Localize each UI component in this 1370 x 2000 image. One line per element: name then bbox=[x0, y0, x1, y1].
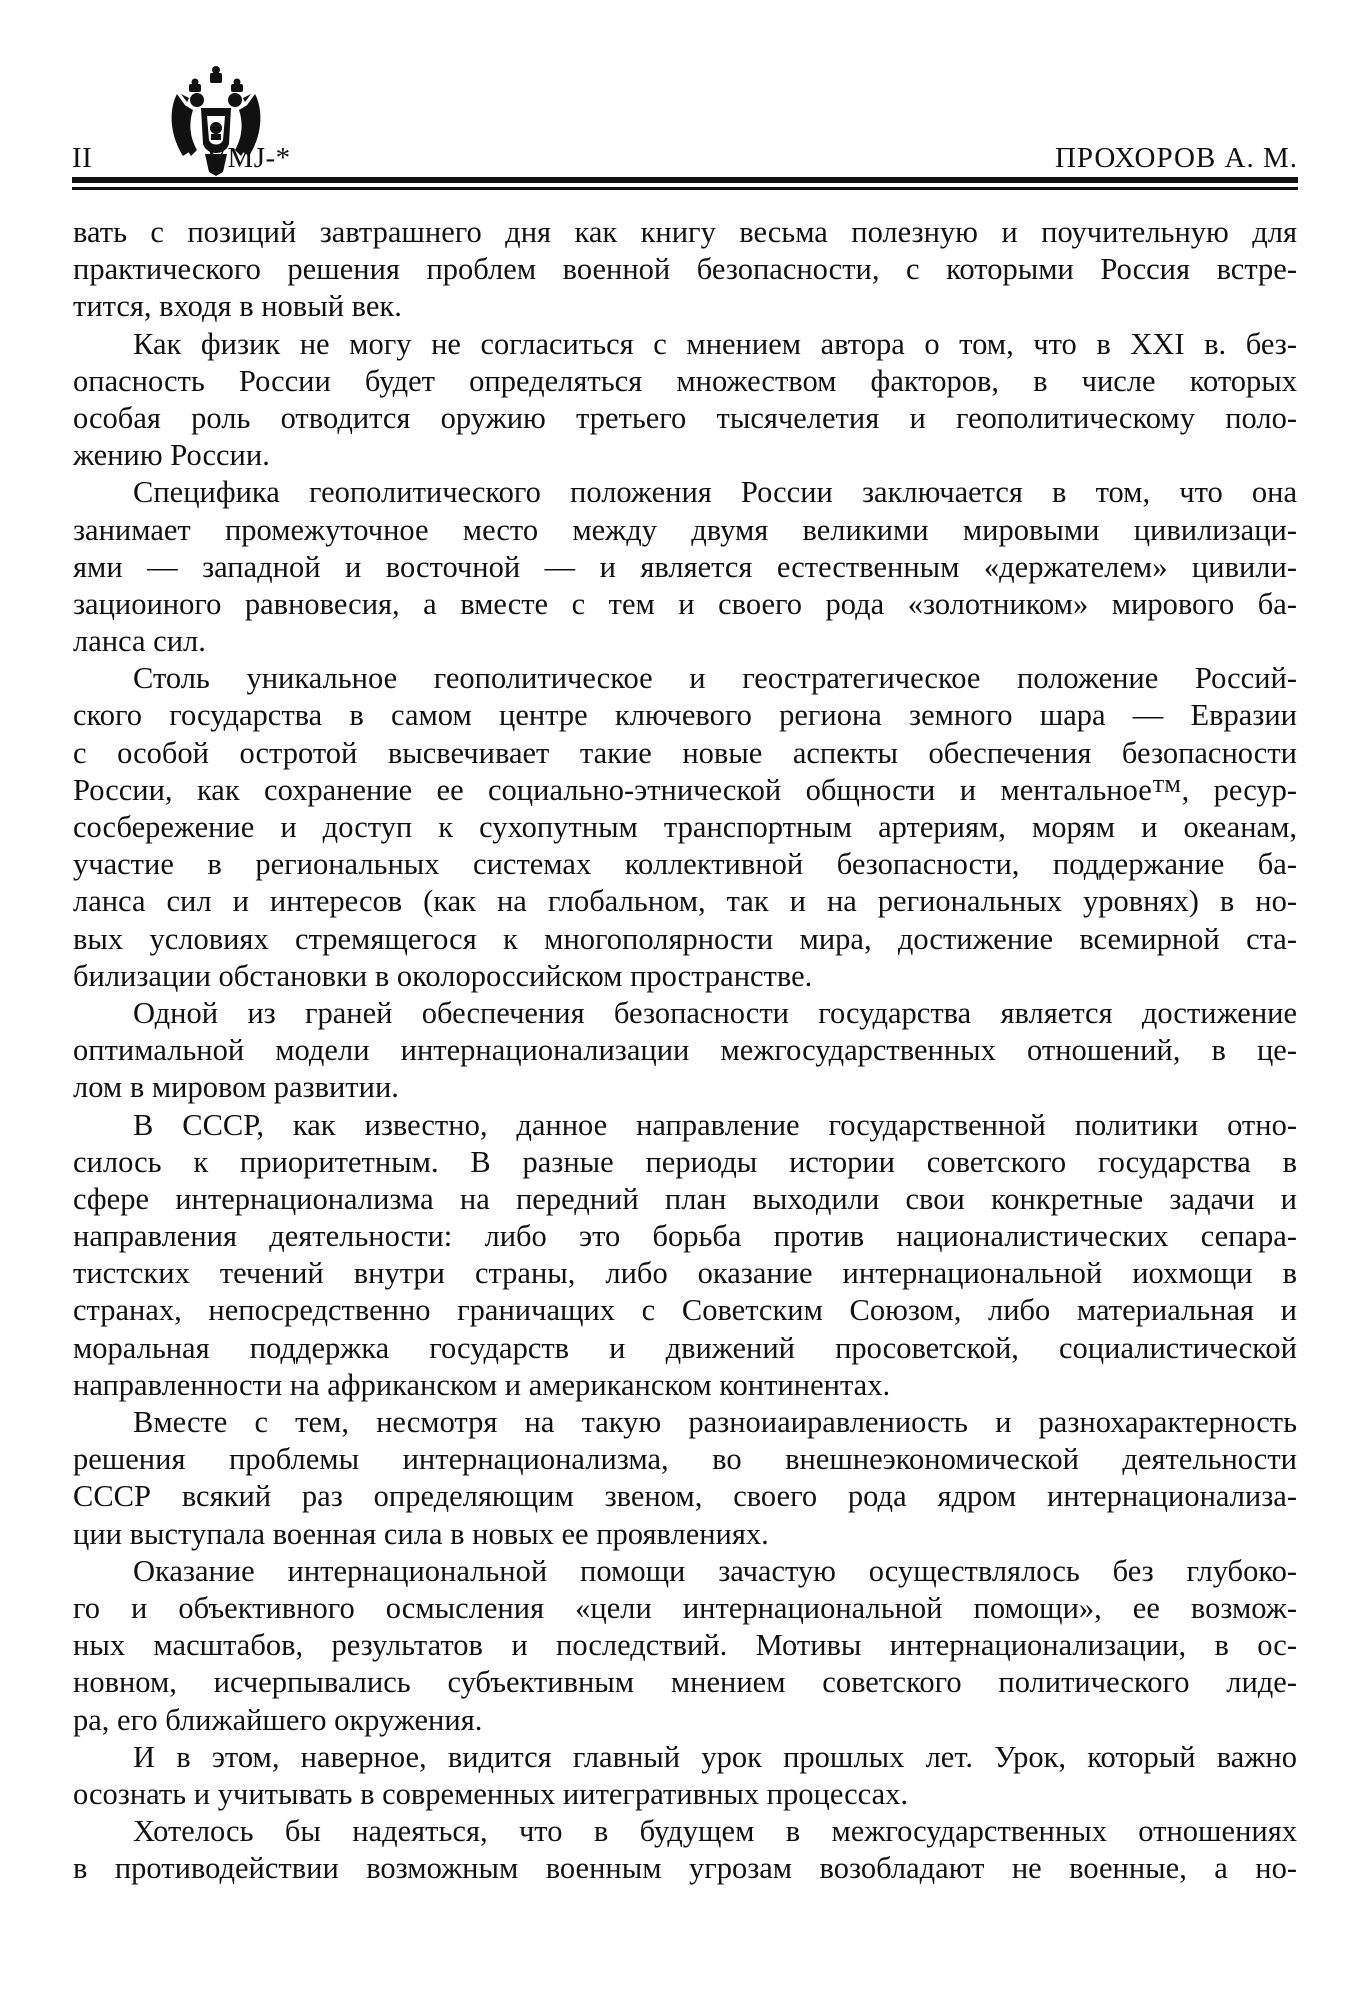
text-line: в противодействии возможным военным угрозам возобладают не военные, а но- bbox=[73, 1851, 1297, 1886]
text-line: ского государства в самом центре ключевого региона земного шара — Евразии bbox=[73, 698, 1297, 733]
article-body bbox=[73, 214, 1297, 1887]
page-number: II bbox=[72, 142, 93, 174]
text-line: го и объективного осмысления «цели интернациональной помощи», ее возмож- bbox=[73, 1590, 1297, 1625]
header-rule-thin bbox=[72, 187, 1298, 190]
text-line: Вместе с тем, несмотря на такую разноиаиравлениость и разнохарактерность bbox=[133, 1405, 1297, 1439]
text-line: сосбережение и доступ к сухопутным транспортным артериям, морям и океанам, bbox=[73, 810, 1297, 844]
text-line: Как физик не могу не согласиться с мнением автора о том, что в XXI в. без- bbox=[133, 326, 1297, 361]
running-head bbox=[72, 140, 1298, 176]
text-line: лом в мировом развитии. bbox=[73, 1070, 399, 1105]
text-line: ланса сил. bbox=[73, 624, 206, 659]
text-line: тится, входя в новый век. bbox=[73, 289, 402, 324]
text-line: СССР всякий раз определяющим звеном, своего рода ядром интернационализа- bbox=[73, 1479, 1297, 1514]
text-line: Хотелось бы надеяться, что в будущем в межгосударственных отношениях bbox=[133, 1814, 1297, 1849]
text-line: билизации обстановки в околороссийском пространстве. bbox=[73, 958, 813, 993]
text-line: жению России. bbox=[73, 438, 270, 473]
journal-mark: VMJ-* bbox=[206, 142, 291, 174]
text-line: ра, его ближайшего окружения. bbox=[73, 1702, 483, 1737]
text-line: с особой остротой высвечивает такие новые аспекты обеспечения безопасности bbox=[73, 735, 1297, 770]
text-line: Столь уникальное геополитическое и геостратегическое положение Россий- bbox=[133, 661, 1297, 696]
header-rule-thick bbox=[72, 177, 1298, 183]
text-line: зациоиного равновесия, а вместе с тем и своего рода «золотником» мирового ба- bbox=[73, 586, 1297, 621]
text-line: вать с позиций завтрашнего дня как книгу весьма полезную и поучительную для bbox=[73, 215, 1297, 249]
paragraph bbox=[73, 1107, 1297, 1405]
text-line: России, как сохранение ее социально-этнической общности и ментальное™, ресур- bbox=[73, 772, 1297, 807]
text-line: особая роль отводится оружию третьего тысячелетия и геополитическому поло- bbox=[73, 400, 1297, 435]
text-line: ных масштабов, результатов и последствий. Мотивы интернационализации, в ос- bbox=[73, 1628, 1297, 1663]
paragraph bbox=[73, 1404, 1297, 1553]
paragraph bbox=[73, 660, 1297, 995]
text-line: практического решения проблем военной безопасности, с которыми Россия встре- bbox=[73, 252, 1297, 287]
text-line: Одной из граней обеспечения безопасности государства является достижение bbox=[133, 995, 1297, 1030]
text-line: вых условиях стремящегося к многополярности мира, достижение всемирной ста- bbox=[73, 921, 1297, 956]
text-line: Специфика геополитического положения России заключается в том, что она bbox=[133, 475, 1297, 510]
text-line: решения проблемы интернационализма, во внешнеэкономической деятельности bbox=[73, 1442, 1297, 1477]
text-line: Оказание интернациональной помощи зачастую осуществлялось без глубоко- bbox=[133, 1553, 1297, 1588]
paragraph bbox=[73, 995, 1297, 1107]
text-line: странах, непосредственно граничащих с Советским Союзом, либо материальная и bbox=[73, 1293, 1297, 1328]
text-line: И в этом, наверное, видится главный урок прошлых лет. Урок, который важно bbox=[133, 1739, 1297, 1774]
paragraph bbox=[73, 1553, 1297, 1739]
text-line: занимает промежуточное место между двумя великими мировыми цивилизаци- bbox=[73, 512, 1297, 547]
text-line: сфере интернационализма на передний план выходили свои конкретные задачи и bbox=[73, 1181, 1297, 1216]
paragraph bbox=[73, 214, 1297, 326]
text-line: осознать и учитывать в современных иитегративных процессах. bbox=[73, 1776, 908, 1811]
text-line: опасность России будет определяться множеством факторов, в числе которых bbox=[73, 363, 1297, 398]
text-line: участие в региональных системах коллективной безопасности, поддержание ба- bbox=[73, 847, 1297, 882]
paragraph bbox=[73, 1739, 1297, 1813]
text-line: направленности на африканском и американском континентах. bbox=[73, 1367, 891, 1402]
text-line: моральная поддержка государств и движений просоветской, социалистической bbox=[73, 1330, 1297, 1365]
paragraph bbox=[73, 474, 1297, 660]
text-line: силось к приоритетным. В разные периоды истории советского государства в bbox=[73, 1144, 1297, 1179]
text-line: ланса сил и интересов (как на глобальном, так и на региональных уровнях) в но- bbox=[73, 884, 1297, 919]
paragraph bbox=[73, 1813, 1297, 1887]
text-line: направления деятельности: либо это борьба против националистических сепара- bbox=[73, 1219, 1297, 1254]
paragraph bbox=[73, 326, 1297, 475]
text-line: ями — западной и восточной — и является естественным «держателем» цивили- bbox=[73, 549, 1297, 584]
text-line: новном, исчерпывались субъективным мнением советского политического лиде- bbox=[73, 1665, 1297, 1700]
text-line: оптимальной модели интернационализации межгосударственных отношений, в це- bbox=[73, 1033, 1297, 1068]
text-line: В СССР, как известно, данное направление государственной политики отно- bbox=[133, 1107, 1297, 1142]
text-line: тистских течений внутри страны, либо оказание интернациональной иохмощи в bbox=[73, 1256, 1297, 1291]
running-head-author: ПРОХОРОВ А. М. bbox=[1054, 142, 1298, 174]
text-line: ции выступала военная сила в новых ее проявлениях. bbox=[73, 1516, 769, 1551]
